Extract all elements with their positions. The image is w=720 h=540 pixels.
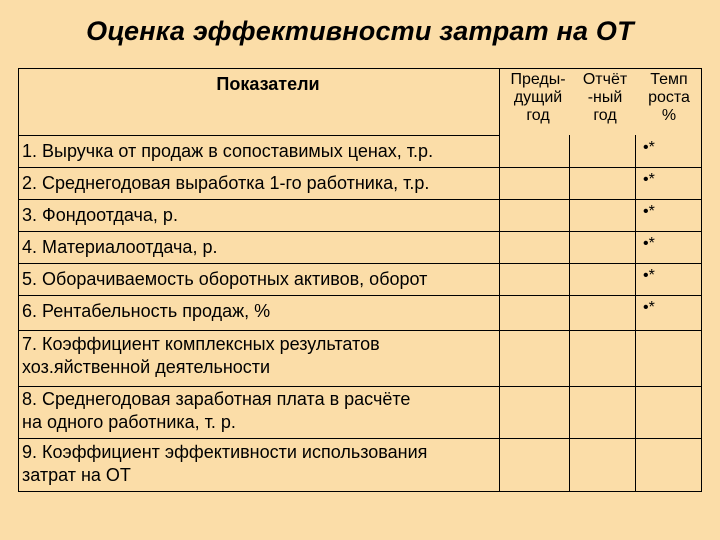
- table-row-9-label-line1: 9. Коэффициент эффективности использования: [22, 442, 428, 462]
- column-divider: [635, 135, 636, 492]
- growth-rate-mark: •*: [643, 203, 655, 220]
- table-row-6-label: 6. Рентабельность продаж, %: [22, 301, 271, 321]
- table-border-right: [701, 68, 702, 492]
- growth-rate-mark: •*: [643, 171, 655, 188]
- row-divider: [18, 386, 702, 387]
- table-border-left: [18, 68, 19, 492]
- row-divider: [18, 135, 499, 136]
- table-row-5-label: 5. Оборачиваемость оборотных активов, оборот: [22, 269, 428, 289]
- table-row-8-label-line1: 8. Среднегодовая заработная плата в расчёте: [22, 389, 411, 409]
- row-divider: [18, 199, 702, 200]
- row-divider: [18, 295, 702, 296]
- growth-rate-mark: •*: [643, 267, 655, 284]
- column-divider: [499, 68, 500, 492]
- growth-rate-mark: •*: [643, 235, 655, 252]
- growth-rate-mark: •*: [643, 139, 655, 156]
- column-divider: [569, 135, 570, 492]
- table-row-3-label: 3. Фондоотдача, р.: [22, 205, 178, 225]
- table-row-4-label: 4. Материалоотдача, р.: [22, 237, 218, 257]
- table-row-1-label: 1. Выручка от продаж в сопоставимых ценах, т.р.: [22, 141, 434, 161]
- page-title: Оценка эффективности затрат на ОТ: [86, 16, 634, 46]
- table-row-7-label-line1: 7. Коэффициент комплексных результатов: [22, 334, 380, 354]
- row-divider: [18, 263, 702, 264]
- table-row-8-label-line2: на одного работника, т. р.: [22, 412, 236, 432]
- table-border-top: [18, 68, 702, 69]
- table-row-9-label-line2: затрат на ОТ: [22, 465, 131, 485]
- efficiency-table: [18, 68, 702, 492]
- table-row-2-label: 2. Среднегодовая выработка 1-го работника, т.р.: [22, 173, 430, 193]
- row-divider: [18, 231, 702, 232]
- header-growth-rate: Темп роста %: [648, 71, 690, 124]
- growth-rate-mark: •*: [643, 299, 655, 316]
- row-divider: [18, 330, 702, 331]
- row-divider: [18, 167, 702, 168]
- header-prev-year: Преды- дущий год: [510, 71, 566, 124]
- table-row-7-label-line2: хоз.яйственной деятельности: [22, 357, 271, 377]
- row-divider: [18, 438, 702, 439]
- header-report-year: Отчёт -ный год: [582, 71, 628, 124]
- header-indicators: Показатели: [216, 74, 320, 94]
- table-border-bottom: [18, 491, 702, 492]
